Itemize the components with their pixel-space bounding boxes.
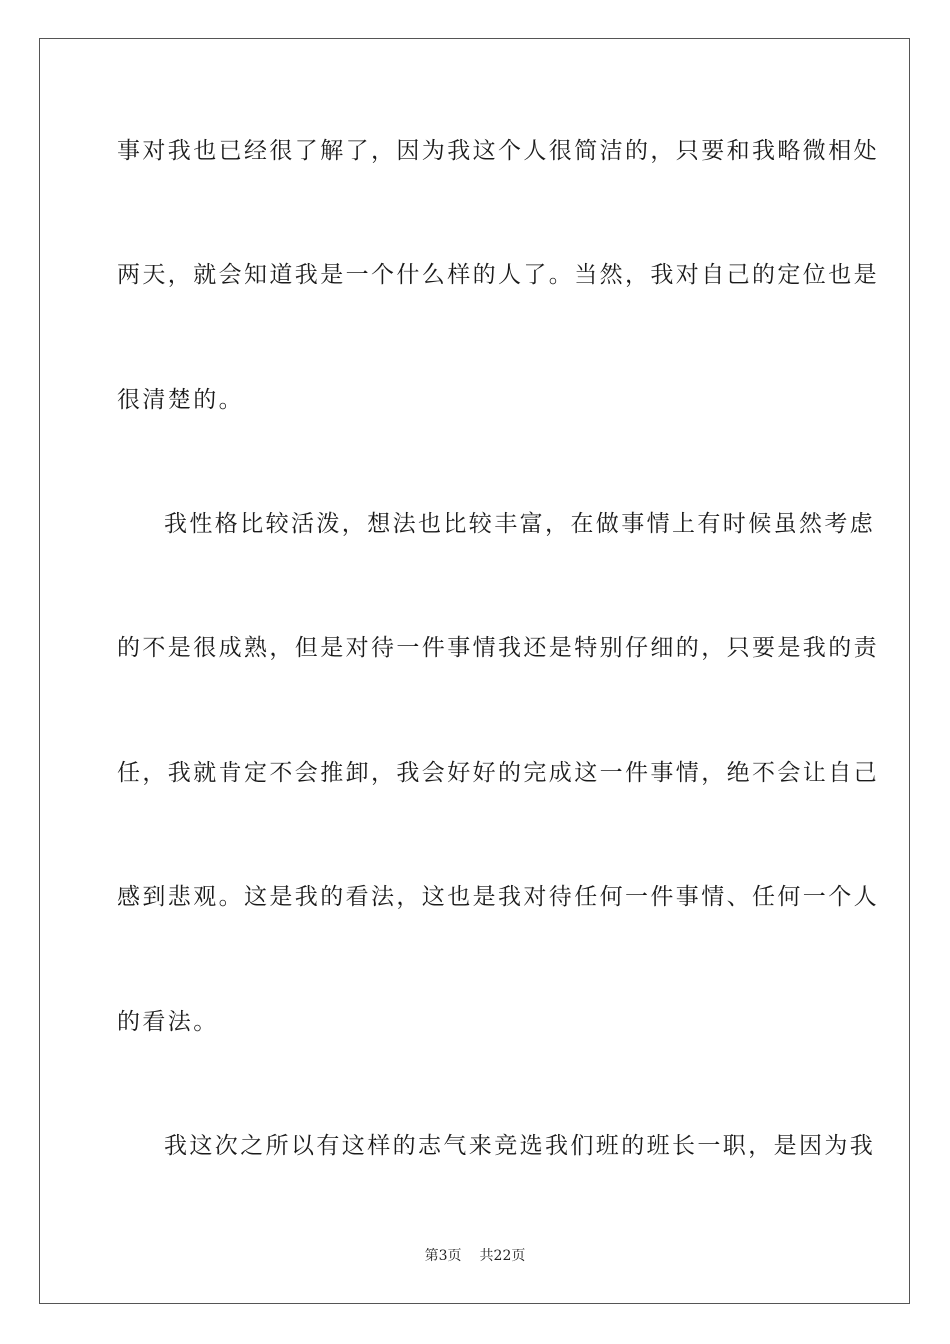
body-line-2: 两天，就会知道我是一个什么样的人了。当然，我对自己的定位也是 bbox=[117, 262, 879, 288]
page-number: 第3页 bbox=[424, 1248, 462, 1264]
page-total: 共22页 bbox=[479, 1248, 526, 1264]
page-border bbox=[39, 38, 910, 1304]
body-line-1: 事对我也已经很了解了，因为我这个人很简洁的，只要和我略微相处 bbox=[117, 138, 879, 164]
body-line-9: 我这次之所以有这样的志气来竞选我们班的班长一职，是因为我 bbox=[164, 1133, 876, 1159]
body-line-4: 我性格比较活泼，想法也比较丰富，在做事情上有时候虽然考虑 bbox=[164, 511, 876, 537]
body-line-7: 感到悲观。这是我的看法，这也是我对待任何一件事情、任何一个人 bbox=[117, 884, 879, 910]
body-line-6: 任，我就肯定不会推卸，我会好好的完成这一件事情，绝不会让自己 bbox=[117, 760, 879, 786]
page-footer bbox=[0, 1247, 950, 1265]
body-line-3: 很清楚的。 bbox=[117, 387, 244, 413]
body-line-8: 的看法。 bbox=[117, 1009, 219, 1035]
body-line-5: 的不是很成熟，但是对待一件事情我还是特别仔细的，只要是我的责 bbox=[117, 635, 879, 661]
